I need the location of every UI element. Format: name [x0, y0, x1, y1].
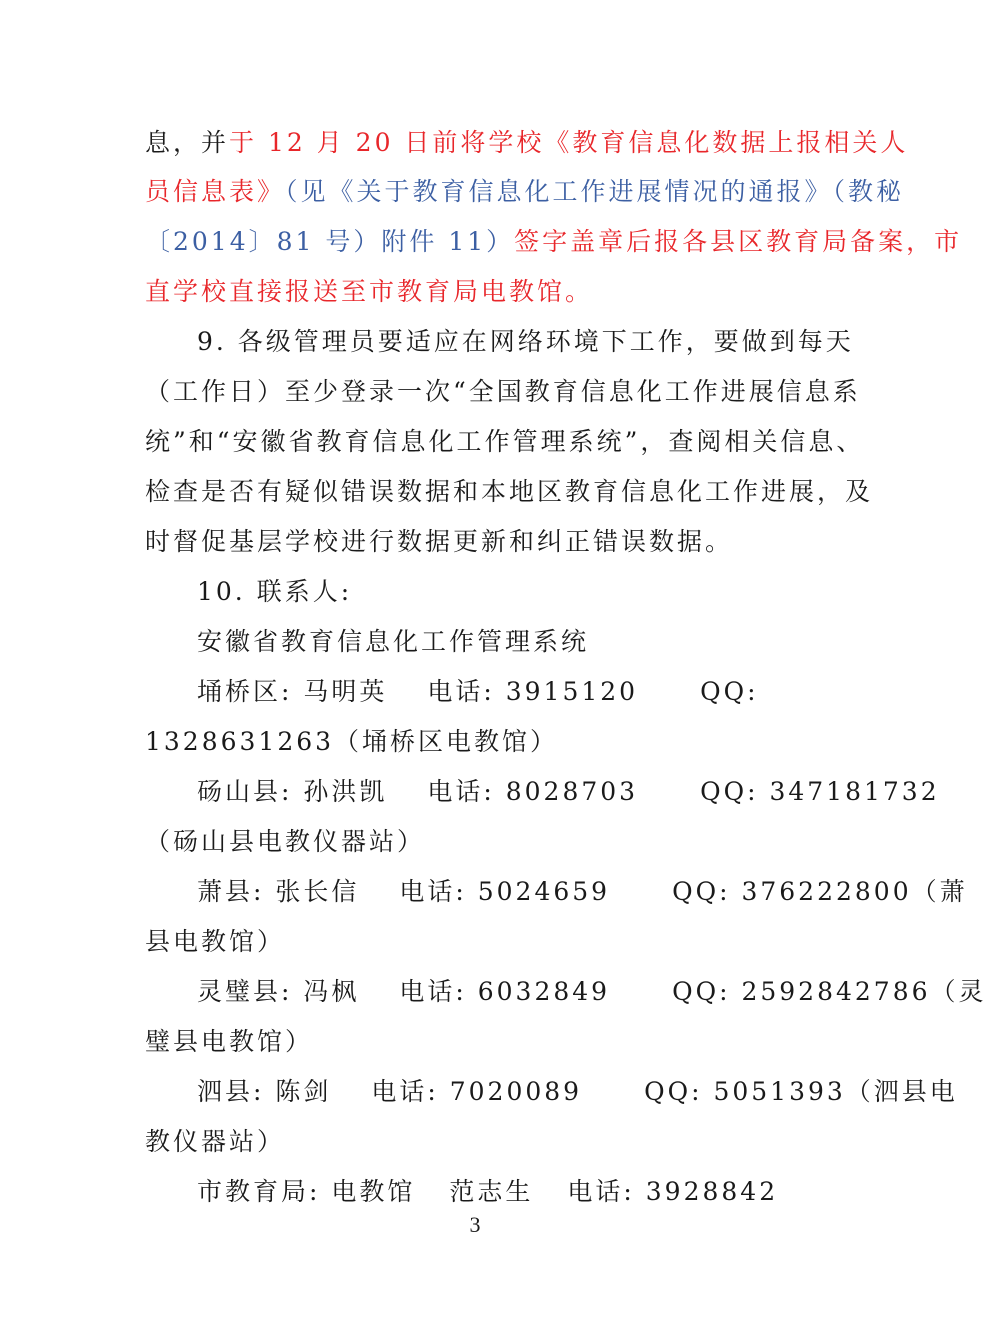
para8-line-3: [145, 225, 962, 259]
page-number: 3: [469, 1212, 481, 1237]
contact-row-sixian: [197, 1075, 958, 1109]
contact-row-yongqiao-cont: 1328631263（埇桥区电教馆）: [145, 727, 559, 756]
contact-qq: QQ: 2592842786（灵: [672, 977, 987, 1006]
contact-region: 灵璧县: 冯枫: [197, 977, 360, 1006]
contact-row-city: [197, 1175, 778, 1209]
contact-phone: 电话: 3928842: [567, 1177, 779, 1206]
para8-highlight: 员信息表》: [145, 177, 286, 206]
para9-line-5: 时督促基层学校进行数据更新和纠正错误数据。: [145, 527, 734, 556]
contact-qq: QQ:: [700, 677, 759, 706]
contact-row-xiaoxian: [197, 875, 968, 909]
contact-qq: QQ: 376222800（萧: [672, 877, 968, 906]
contact-region: 泗县: 陈剑: [197, 1077, 332, 1106]
para8-line-4: 直学校直接报送至市教育局电教馆。: [145, 277, 594, 306]
contact-row-xiaoxian-cont: 县电教馆）: [145, 927, 286, 956]
contact-qq: QQ: 347181732: [700, 777, 940, 806]
contact-row-yongqiao: [197, 675, 759, 709]
contact-row-sixian-cont: 教仪器站）: [145, 1127, 286, 1156]
contact-row-lingbi: [197, 975, 987, 1009]
para9-line-2: （工作日）至少登录一次“全国教育信息化工作进展信息系: [145, 377, 861, 406]
para9-line-4: 检查是否有疑似错误数据和本地区教育信息化工作进展，及: [145, 477, 874, 506]
contact-region: 市教育局: 电教馆: [197, 1177, 416, 1206]
para8-line-2: [145, 175, 904, 209]
contact-row-dangshan-cont: （砀山县电教仪器站）: [145, 827, 426, 856]
contacts-heading: 10. 联系人:: [197, 577, 353, 606]
para9-line-1: 9. 各级管理员要适应在网络环境下工作，要做到每天: [197, 327, 854, 356]
para8-highlight: 于 12 月 20 日前将学校《教育信息化数据上报相关人: [229, 128, 909, 157]
contact-phone: 电话: 3915120: [427, 677, 639, 706]
contact-region: 埇桥区: 马明英: [197, 677, 388, 706]
contact-region: 萧县: 张长信: [197, 877, 360, 906]
para8-text: 息，并: [145, 128, 230, 157]
contact-phone: 电话: 8028703: [427, 777, 639, 806]
para9-line-3: 统”和“安徽省教育信息化工作管理系统”，查阅相关信息、: [145, 427, 865, 456]
contact-name: 范志生: [449, 1177, 534, 1206]
para8-highlight: 签字盖章后报各县区教育局备案，市: [514, 227, 963, 256]
contact-phone: 电话: 7020089: [371, 1077, 583, 1106]
para8-reference: （见《关于教育信息化工作进展情况的通报》（教秘: [285, 177, 905, 206]
contact-qq: QQ: 5051393（泗县电: [644, 1077, 958, 1106]
contact-row-lingbi-cont: 璧县电教馆）: [145, 1027, 314, 1056]
contact-row-dangshan: [197, 775, 940, 809]
contact-phone: 电话: 6032849: [399, 977, 611, 1006]
contact-region: 砀山县: 孙洪凯: [197, 777, 388, 806]
para8-line-1: [145, 126, 908, 160]
para8-reference: 〔2014〕81 号）附件 11）: [145, 227, 515, 256]
contact-phone: 电话: 5024659: [399, 877, 611, 906]
system-name: 安徽省教育信息化工作管理系统: [197, 627, 590, 656]
